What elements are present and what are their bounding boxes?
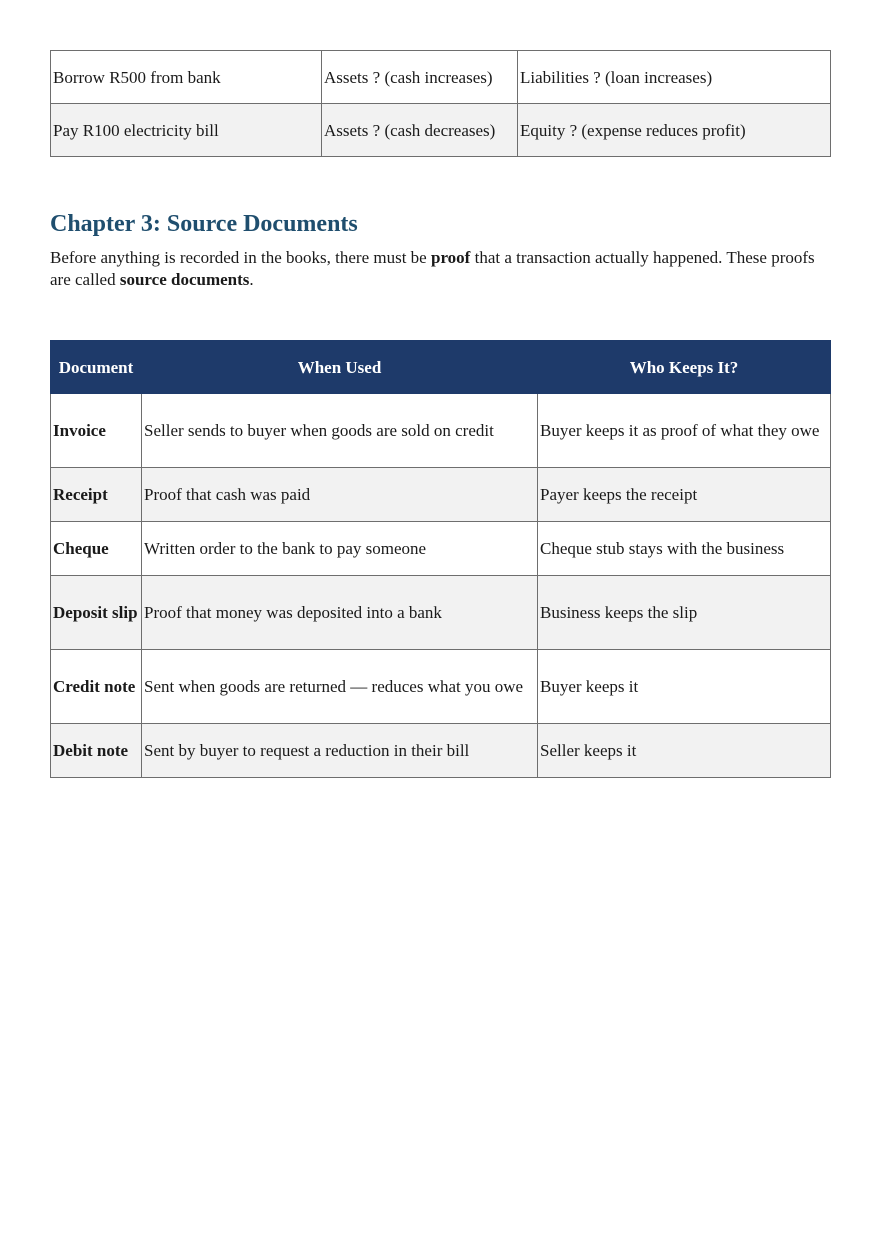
chapter-title: Chapter 3: Source Documents — [50, 211, 358, 237]
table-row — [51, 522, 831, 576]
table-header-row — [51, 341, 831, 394]
when-used-cell: Sent when goods are returned — reduces what you owe — [142, 650, 538, 724]
effect-cell: Assets ? (cash increases) — [322, 51, 518, 104]
who-keeps-cell: Payer keeps the receipt — [538, 468, 831, 522]
transaction-cell: Pay R100 electricity bill — [51, 104, 322, 157]
table-row — [51, 576, 831, 650]
document-cell: Receipt — [51, 468, 142, 522]
when-used-cell: Seller sends to buyer when goods are sold on credit — [142, 394, 538, 468]
intro-emphasis: source documents — [119, 270, 250, 289]
column-header-document: Document — [51, 341, 142, 394]
table-row — [51, 51, 831, 104]
effect-cell: Liabilities ? (loan increases) — [518, 51, 831, 104]
effect-cell: Assets ? (cash decreases) — [322, 104, 518, 157]
who-keeps-cell: Seller keeps it — [538, 724, 831, 778]
when-used-cell: Proof that cash was paid — [142, 468, 538, 522]
who-keeps-cell: Business keeps the slip — [538, 576, 831, 650]
table-row — [51, 104, 831, 157]
when-used-cell: Sent by buyer to request a reduction in their bill — [142, 724, 538, 778]
document-page — [50, 50, 830, 778]
intro-text: Before anything is recorded in the books, there must be — [50, 248, 431, 267]
intro-text: . — [249, 270, 254, 289]
column-header-when-used: When Used — [142, 341, 538, 394]
when-used-cell: Written order to the bank to pay someone — [142, 522, 538, 576]
transaction-cell: Borrow R500 from bank — [51, 51, 322, 104]
table-row — [51, 394, 831, 468]
intro-emphasis: proof — [430, 248, 471, 267]
effect-cell: Equity ? (expense reduces profit) — [518, 104, 831, 157]
chapter-intro — [50, 247, 830, 291]
column-header-who-keeps: Who Keeps It? — [538, 341, 831, 394]
who-keeps-cell: Cheque stub stays with the business — [538, 522, 831, 576]
document-cell: Invoice — [51, 394, 142, 468]
document-cell: Debit note — [51, 724, 142, 778]
source-documents-table — [50, 340, 831, 778]
table-row — [51, 724, 831, 778]
document-cell: Credit note — [51, 650, 142, 724]
document-cell: Deposit slip — [51, 576, 142, 650]
document-cell: Cheque — [51, 522, 142, 576]
who-keeps-cell: Buyer keeps it as proof of what they owe — [538, 394, 831, 468]
table-row — [51, 650, 831, 724]
when-used-cell: Proof that money was deposited into a bank — [142, 576, 538, 650]
table-row — [51, 468, 831, 522]
who-keeps-cell: Buyer keeps it — [538, 650, 831, 724]
intro-text: that a transaction actually happened. These proofs are called — [50, 248, 815, 289]
transaction-effects-table — [50, 50, 831, 157]
